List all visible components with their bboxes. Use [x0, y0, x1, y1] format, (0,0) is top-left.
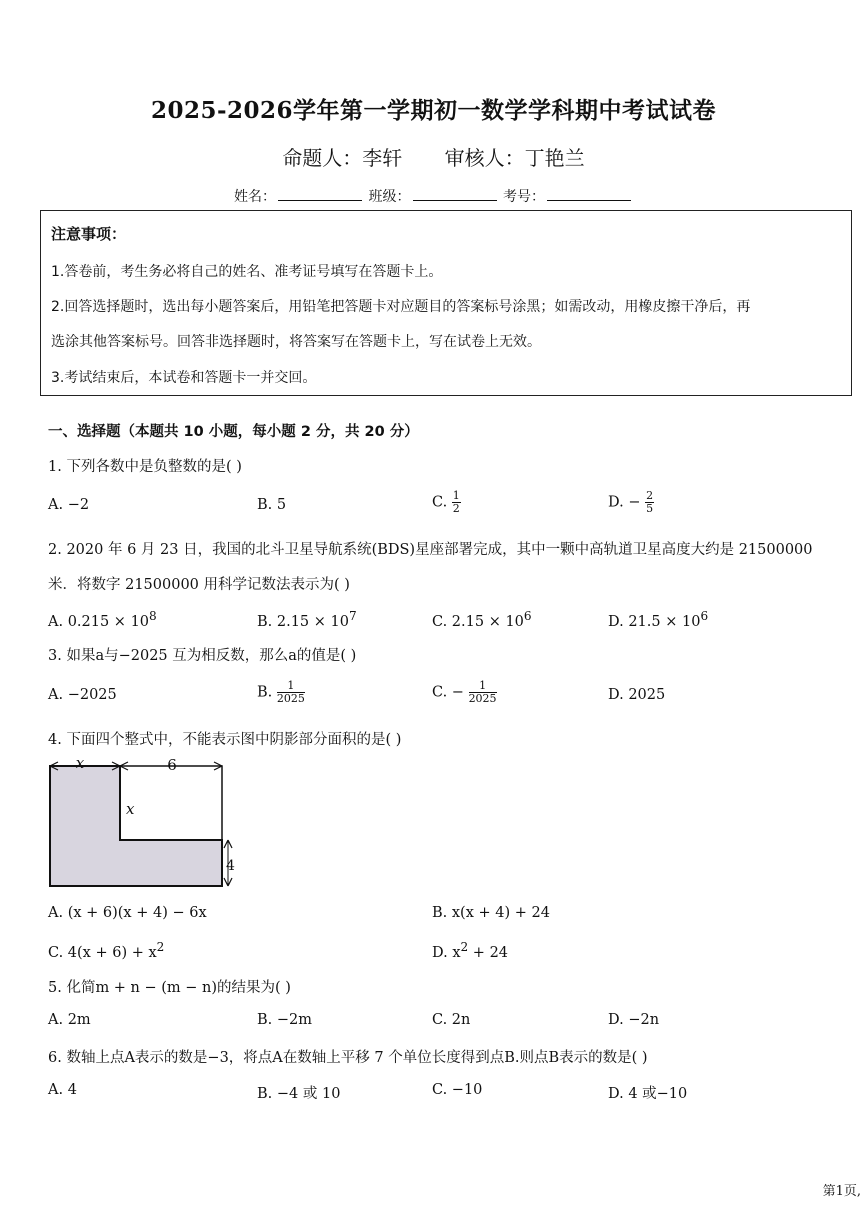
q3-c-num: 1 — [469, 680, 497, 693]
section-heading: 一、选择题（本题共 10 小题，每小题 2 分，共 20 分） — [48, 424, 419, 440]
exam-title: 2025-2026学年第一学期初一数学学科期中考试试卷 — [150, 97, 717, 124]
question-4-stem: 4. 下面四个整式中，不能表示图中阴影部分面积的是( ) — [48, 732, 402, 748]
id-label: 考号： — [502, 189, 545, 205]
q3-b-prefix: B. — [257, 684, 273, 701]
unshaded-rectangle — [120, 766, 222, 840]
q3-option-a: A. −2025 — [48, 687, 117, 703]
notice-line: 选涂其他答案标号。回答非选择题时，将答案写在答题卡上，写在试卷上无效。 — [51, 334, 541, 350]
class-blank — [413, 186, 497, 201]
q1-option-c — [432, 490, 461, 515]
q5-option-b: B. −2m — [257, 1012, 312, 1028]
q1-c-num: 1 — [452, 489, 460, 502]
q4-d-exp: 2 — [460, 940, 469, 954]
q1-option-d — [608, 490, 654, 515]
q2-option-b — [257, 609, 357, 630]
question-2-stem-line2: 米．将数字 21500000 用科学记数法表示为( ) — [48, 577, 350, 593]
notice-line: 2.回答选择题时，选出每小题答案后，用铅笔把答题卡对应题目的答案标号涂黑；如需改动，用橡皮擦干净后，再 — [51, 299, 751, 315]
q2-b-text: B. 2.15 × 10 — [257, 613, 349, 630]
q2-option-a — [48, 609, 157, 630]
q1-d-prefix: D. − — [608, 494, 641, 511]
q5-option-a: A. 2m — [48, 1012, 91, 1028]
q2-d-text: D. 21.5 × 10 — [608, 613, 701, 630]
notice-heading: 注意事项： — [51, 225, 127, 243]
label-x-top: x — [75, 754, 85, 772]
q3-b-fraction — [277, 680, 305, 705]
notice-line: 1.答卷前，考生务必将自己的姓名、准考证号填写在答题卡上。 — [51, 264, 443, 280]
class-label: 班级： — [368, 189, 411, 205]
q2-c-exp: 6 — [523, 609, 532, 623]
question-5-stem: 5. 化简m + n − (m − n)的结果为( ) — [48, 980, 291, 996]
q6-option-c: C. −10 — [432, 1082, 483, 1098]
label-4: 4 — [226, 858, 235, 874]
page-number: 第1页, — [822, 1184, 861, 1199]
q3-c-den: 2025 — [468, 692, 497, 705]
q4-option-c — [48, 940, 164, 961]
notice-line: 3.考试结束后，本试卷和答题卡一并交回。 — [51, 370, 317, 386]
q2-c-text: C. 2.15 × 10 — [432, 613, 524, 630]
shaded-region-figure — [44, 754, 244, 892]
q4-d-text: D. x — [432, 944, 461, 961]
q4-option-b: B. x(x + 4) + 24 — [432, 905, 550, 921]
q2-option-c — [432, 609, 532, 630]
question-3-stem: 3. 如果a与−2025 互为相反数，那么a的值是( ) — [48, 648, 357, 664]
q2-a-exp: 8 — [149, 609, 157, 623]
q3-option-b — [257, 680, 305, 705]
q4-option-d — [432, 940, 508, 961]
notice-box — [40, 210, 852, 396]
q3-option-d: D. 2025 — [608, 687, 666, 703]
q5-option-c: C. 2n — [432, 1012, 471, 1028]
q4-d-tail: + 24 — [468, 944, 509, 961]
q1-d-den: 5 — [646, 502, 654, 515]
name-blank — [278, 186, 362, 201]
authors-line — [0, 142, 867, 171]
q2-a-text: A. 0.215 × 10 — [48, 613, 150, 630]
q3-c-prefix: C. − — [432, 684, 464, 701]
q6-option-b: B. −4 或 10 — [257, 1086, 341, 1102]
name-label: 姓名： — [234, 189, 277, 205]
q3-option-c — [432, 680, 497, 705]
q2-d-exp: 6 — [700, 609, 709, 623]
q6-option-a: A. 4 — [48, 1082, 77, 1098]
q4-option-a: A. (x + 6)(x + 4) − 6x — [48, 905, 207, 921]
q3-b-den: 2025 — [276, 692, 305, 705]
q2-b-exp: 7 — [348, 609, 357, 623]
q1-option-b: B. 5 — [257, 497, 287, 513]
q1-c-den: 2 — [452, 502, 460, 515]
label-x-side: x — [126, 800, 135, 818]
student-info-line — [0, 186, 867, 206]
q1-d-fraction — [645, 490, 654, 515]
q5-option-d: D. −2n — [608, 1012, 660, 1028]
q4-c-text: C. 4(x + 6) + x — [48, 944, 157, 961]
q4-c-exp: 2 — [156, 940, 165, 954]
q3-c-fraction — [469, 680, 497, 705]
question-6-stem: 6. 数轴上点A表示的数是−3，将点A在数轴上平移 7 个单位长度得到点B.则点B表示的数是( ) — [48, 1050, 648, 1066]
q1-c-prefix: C. — [432, 494, 448, 511]
q1-option-a: A. −2 — [48, 497, 90, 513]
question-2-stem-line1: 2. 2020 年 6 月 23 日，我国的北斗卫星导航系统(BDS)星座部署完成，其中一颗中高轨道卫星高度大约是 21500000 — [48, 542, 813, 558]
q1-c-fraction — [452, 490, 461, 515]
label-6: 6 — [167, 756, 177, 774]
reviewer: 审核人：丁艳兰 — [444, 146, 585, 170]
setter: 命题人：李轩 — [282, 146, 403, 170]
q6-option-d: D. 4 或−10 — [608, 1086, 688, 1102]
q3-b-num: 1 — [277, 680, 305, 693]
q1-d-num: 2 — [646, 489, 654, 502]
shaded-area — [50, 766, 222, 886]
id-blank — [547, 186, 631, 201]
question-1-stem: 1. 下列各数中是负整数的是( ) — [48, 459, 242, 475]
q2-option-d — [608, 609, 708, 630]
